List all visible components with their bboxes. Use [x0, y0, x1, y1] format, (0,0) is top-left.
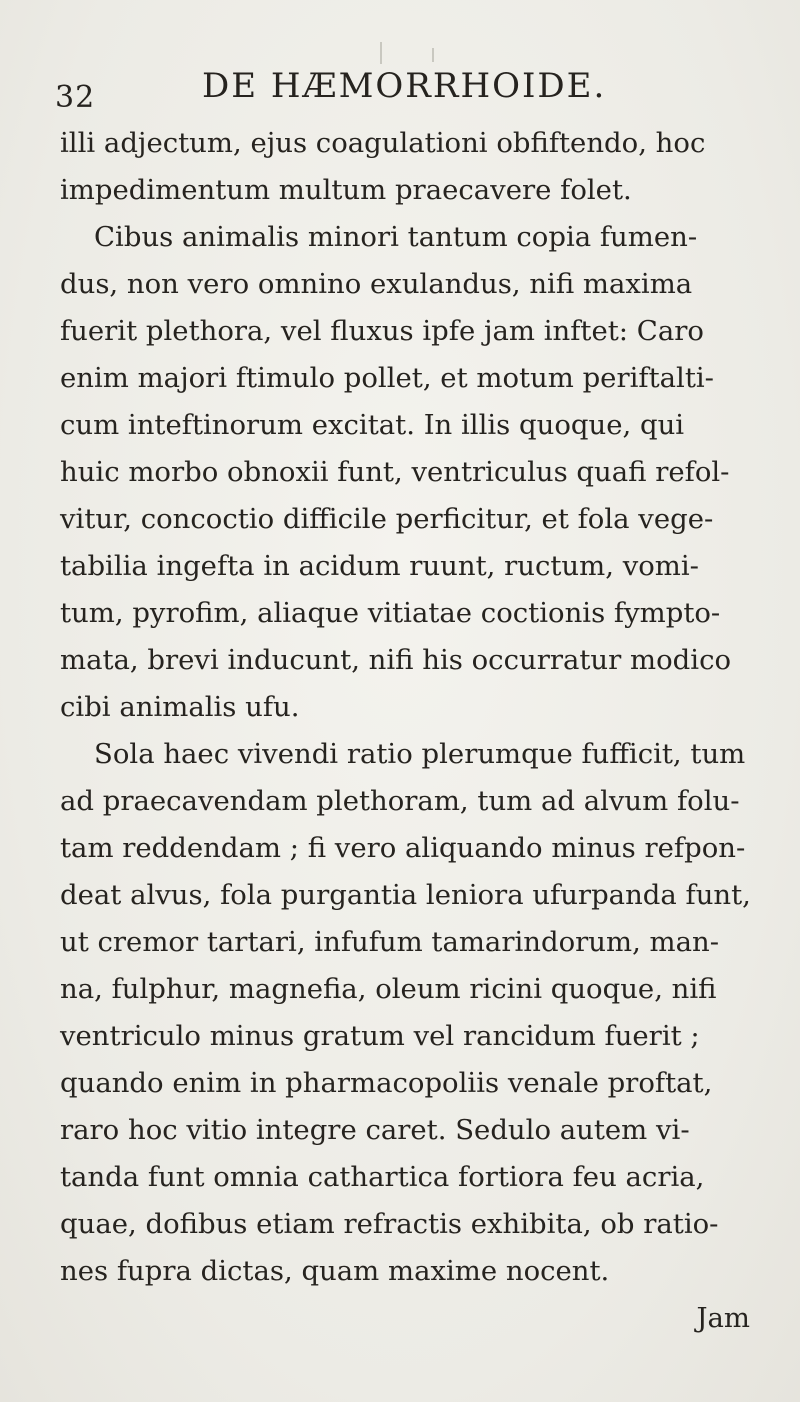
text-line: mata, brevi inducunt, nifi his occurratur modico [60, 644, 732, 676]
text-line: tabilia ingefta in acidum ruunt, ructum, vomi- [60, 550, 699, 582]
text-line: nes fupra dictas, quam maxime nocent. [60, 1255, 610, 1287]
text-line: Sola haec vivendi ratio plerumque fufficit, tum [94, 738, 746, 770]
text-line: deat alvus, fola purgantia leniora ufurpanda funt, [60, 879, 751, 911]
text-line: huic morbo obnoxii funt, ventriculus quafi refol- [60, 456, 730, 488]
catchword: Jam [696, 1302, 750, 1334]
text-line: raro hoc vitio integre caret. Sedulo autem vi- [60, 1114, 690, 1146]
text-line: vitur, concoctio difficile perficitur, et fola vege- [60, 503, 714, 535]
paper-blemish [432, 48, 434, 62]
text-line: cibi animalis ufu. [60, 691, 300, 723]
text-line: Cibus animalis minori tantum copia fumen- [94, 221, 698, 253]
text-line: na, fulphur, magnefia, oleum ricini quoque, nifi [60, 973, 717, 1005]
text-line: tanda funt omnia cathartica fortiora feu acria, [60, 1161, 705, 1193]
body-text [60, 120, 750, 1342]
text-line: tam reddendam ; fi vero aliquando minus refpon- [60, 832, 746, 864]
text-line: cum inteftinorum excitat. In illis quoque, qui [60, 409, 685, 441]
text-line: ventriculo minus gratum vel rancidum fuerit ; [60, 1020, 700, 1052]
text-line: quando enim in pharmacopoliis venale proftat, [60, 1067, 713, 1099]
text-line: tum, pyrofim, aliaque vitiatae coctionis fympto- [60, 597, 721, 629]
paper-blemish [380, 42, 382, 64]
text-line: ut cremor tartari, infufum tamarindorum, man- [60, 926, 720, 958]
text-line: illi adjectum, ejus coagulationi obfiftendo, hoc [60, 127, 706, 159]
running-title: DE HÆMORRHOIDE. [202, 66, 607, 106]
text-line: ad praecavendam plethoram, tum ad alvum folu- [60, 785, 740, 817]
text-line: quae, dofibus etiam refractis exhibita, ob ratio- [60, 1208, 719, 1240]
text-line: dus, non vero omnino exulandus, nifi maxima [60, 268, 693, 300]
page-number: 32 [55, 80, 96, 115]
text-line: impedimentum multum praecavere folet. [60, 174, 632, 206]
text-line: fuerit plethora, vel fluxus ipfe jam inftet: Caro [60, 315, 704, 347]
text-line: enim majori ftimulo pollet, et motum periftalti- [60, 362, 714, 394]
